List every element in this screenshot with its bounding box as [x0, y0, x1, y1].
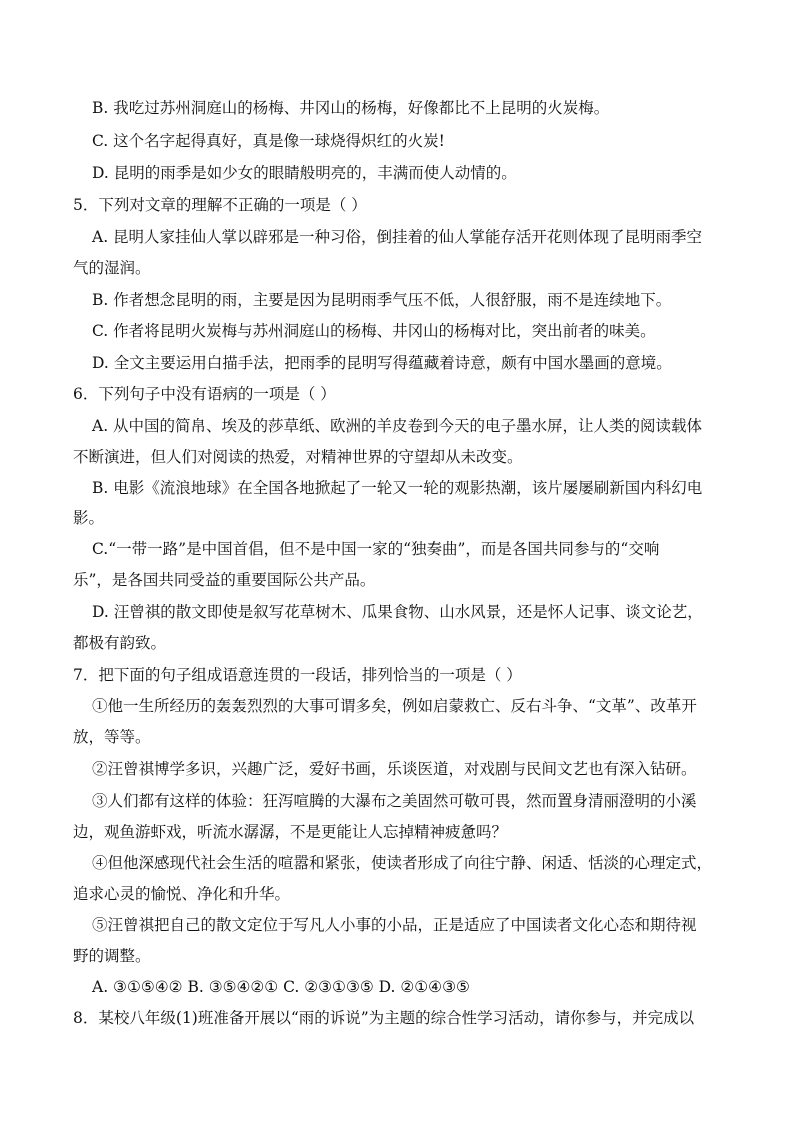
- q7-sentence1-line1: ①他一生所经历的轰轰烈烈的大事可谓多矣，例如启蒙救亡、反右斗争、“文革”、改革开: [92, 697, 697, 715]
- q6-option-c-line1: C.“一带一路”是中国首倡，但不是中国一家的“独奏曲”，而是各国共同参与的“交响: [92, 540, 660, 558]
- q7-sentence2: ②汪曾祺博学多识，兴趣广泛，爱好书画，乐谈医道，对戏剧与民间文艺也有深入钻研。: [92, 760, 697, 778]
- q7-sentence5-line1: ⑤汪曾祺把自己的散文定位于写凡人小事的小品，正是适应了中国读者文化心态和期待视: [92, 916, 697, 934]
- q7-options: A. ③①⑤④② B. ③⑤④②① C. ②③①③⑤ D. ②①④③⑤: [92, 978, 470, 996]
- q4-option-d: D. 昆明的雨季是如少女的眼睛般明亮的，丰满而使人动情的。: [92, 164, 517, 182]
- q4-option-b: B. 我吃过苏州洞庭山的杨梅、井冈山的杨梅，好像都比不上昆明的火炭梅。: [92, 99, 610, 117]
- q6-option-a-line1: A. 从中国的简帛、埃及的莎草纸、欧洲的羊皮卷到今天的电子墨水屏，让人类的阅读载体: [92, 417, 703, 435]
- q6-stem: 6．下列句子中没有语病的一项是（ ）: [73, 385, 336, 403]
- q8-stem: 8．某校八年级(1)班准备开展以“雨的诉说”为主题的综合性学习活动，请你参与，并完成以: [73, 1009, 695, 1027]
- q6-option-d-line1: D. 汪曾祺的散文即使是叙写花草树木、瓜果食物、山水风景，还是怀人记事、谈文论艺，: [92, 603, 703, 621]
- q7-stem: 7．把下面的句子组成语意连贯的一段话，排列恰当的一项是（ ）: [73, 666, 522, 684]
- q5-option-a-line1: A. 昆明人家挂仙人掌以辟邪是一种习俗，倒挂着的仙人掌能存活开花则体现了昆明雨季空: [92, 228, 703, 246]
- q7-sentence3-line1: ③人们都有这样的体验：狂泻喧腾的大瀑布之美固然可敬可畏，然而置身清丽澄明的小溪: [92, 792, 697, 810]
- q5-option-a-line2: 气的湿润。: [73, 259, 151, 277]
- q7-sentence5-line2: 野的调整。: [73, 947, 151, 965]
- q4-option-c: C. 这个名字起得真好，真是像一球烧得炽红的火炭!: [92, 132, 445, 150]
- q6-option-c-line2: 乐”，是各国共同受益的重要国际公共产品。: [73, 571, 376, 589]
- q6-option-b-line2: 影。: [73, 509, 105, 527]
- q7-sentence1-line2: 放，等等。: [73, 728, 151, 746]
- q5-option-c: C. 作者将昆明火炭梅与苏州洞庭山的杨梅、井冈山的杨梅对比，突出前者的味美。: [92, 322, 656, 340]
- q7-sentence3-line2: 边，观鱼游虾戏，听流水潺潺，不是更能让人忘掉精神疲惫吗？: [73, 823, 508, 841]
- q5-option-d: D. 全文主要运用白描手法，把雨季的昆明写得蕴藏着诗意，颇有中国水墨画的意境。: [92, 354, 672, 372]
- q6-option-d-line2: 都极有韵致。: [73, 634, 167, 652]
- q7-sentence4-line1: ④但他深感现代社会生活的喧嚣和紧张，使读者形成了向往宁静、闲适、恬淡的心理定式，: [92, 854, 713, 872]
- q6-option-a-line2: 不断演进，但人们对阅读的热爱，对精神世界的守望却从未改变。: [73, 448, 523, 466]
- q6-option-b-line1: B. 电影《流浪地球》在全国各地掀起了一轮又一轮的观影热潮，该片屡屡刷新国内科幻电: [92, 479, 703, 497]
- q5-option-b: B. 作者想念昆明的雨，主要是因为昆明雨季气压不低，人很舒服，雨不是连续地下。: [92, 291, 672, 309]
- q7-sentence4-line2: 追求心灵的愉悦、净化和升华。: [73, 885, 291, 903]
- q5-stem: 5．下列对文章的理解不正确的一项是（ ）: [73, 196, 367, 214]
